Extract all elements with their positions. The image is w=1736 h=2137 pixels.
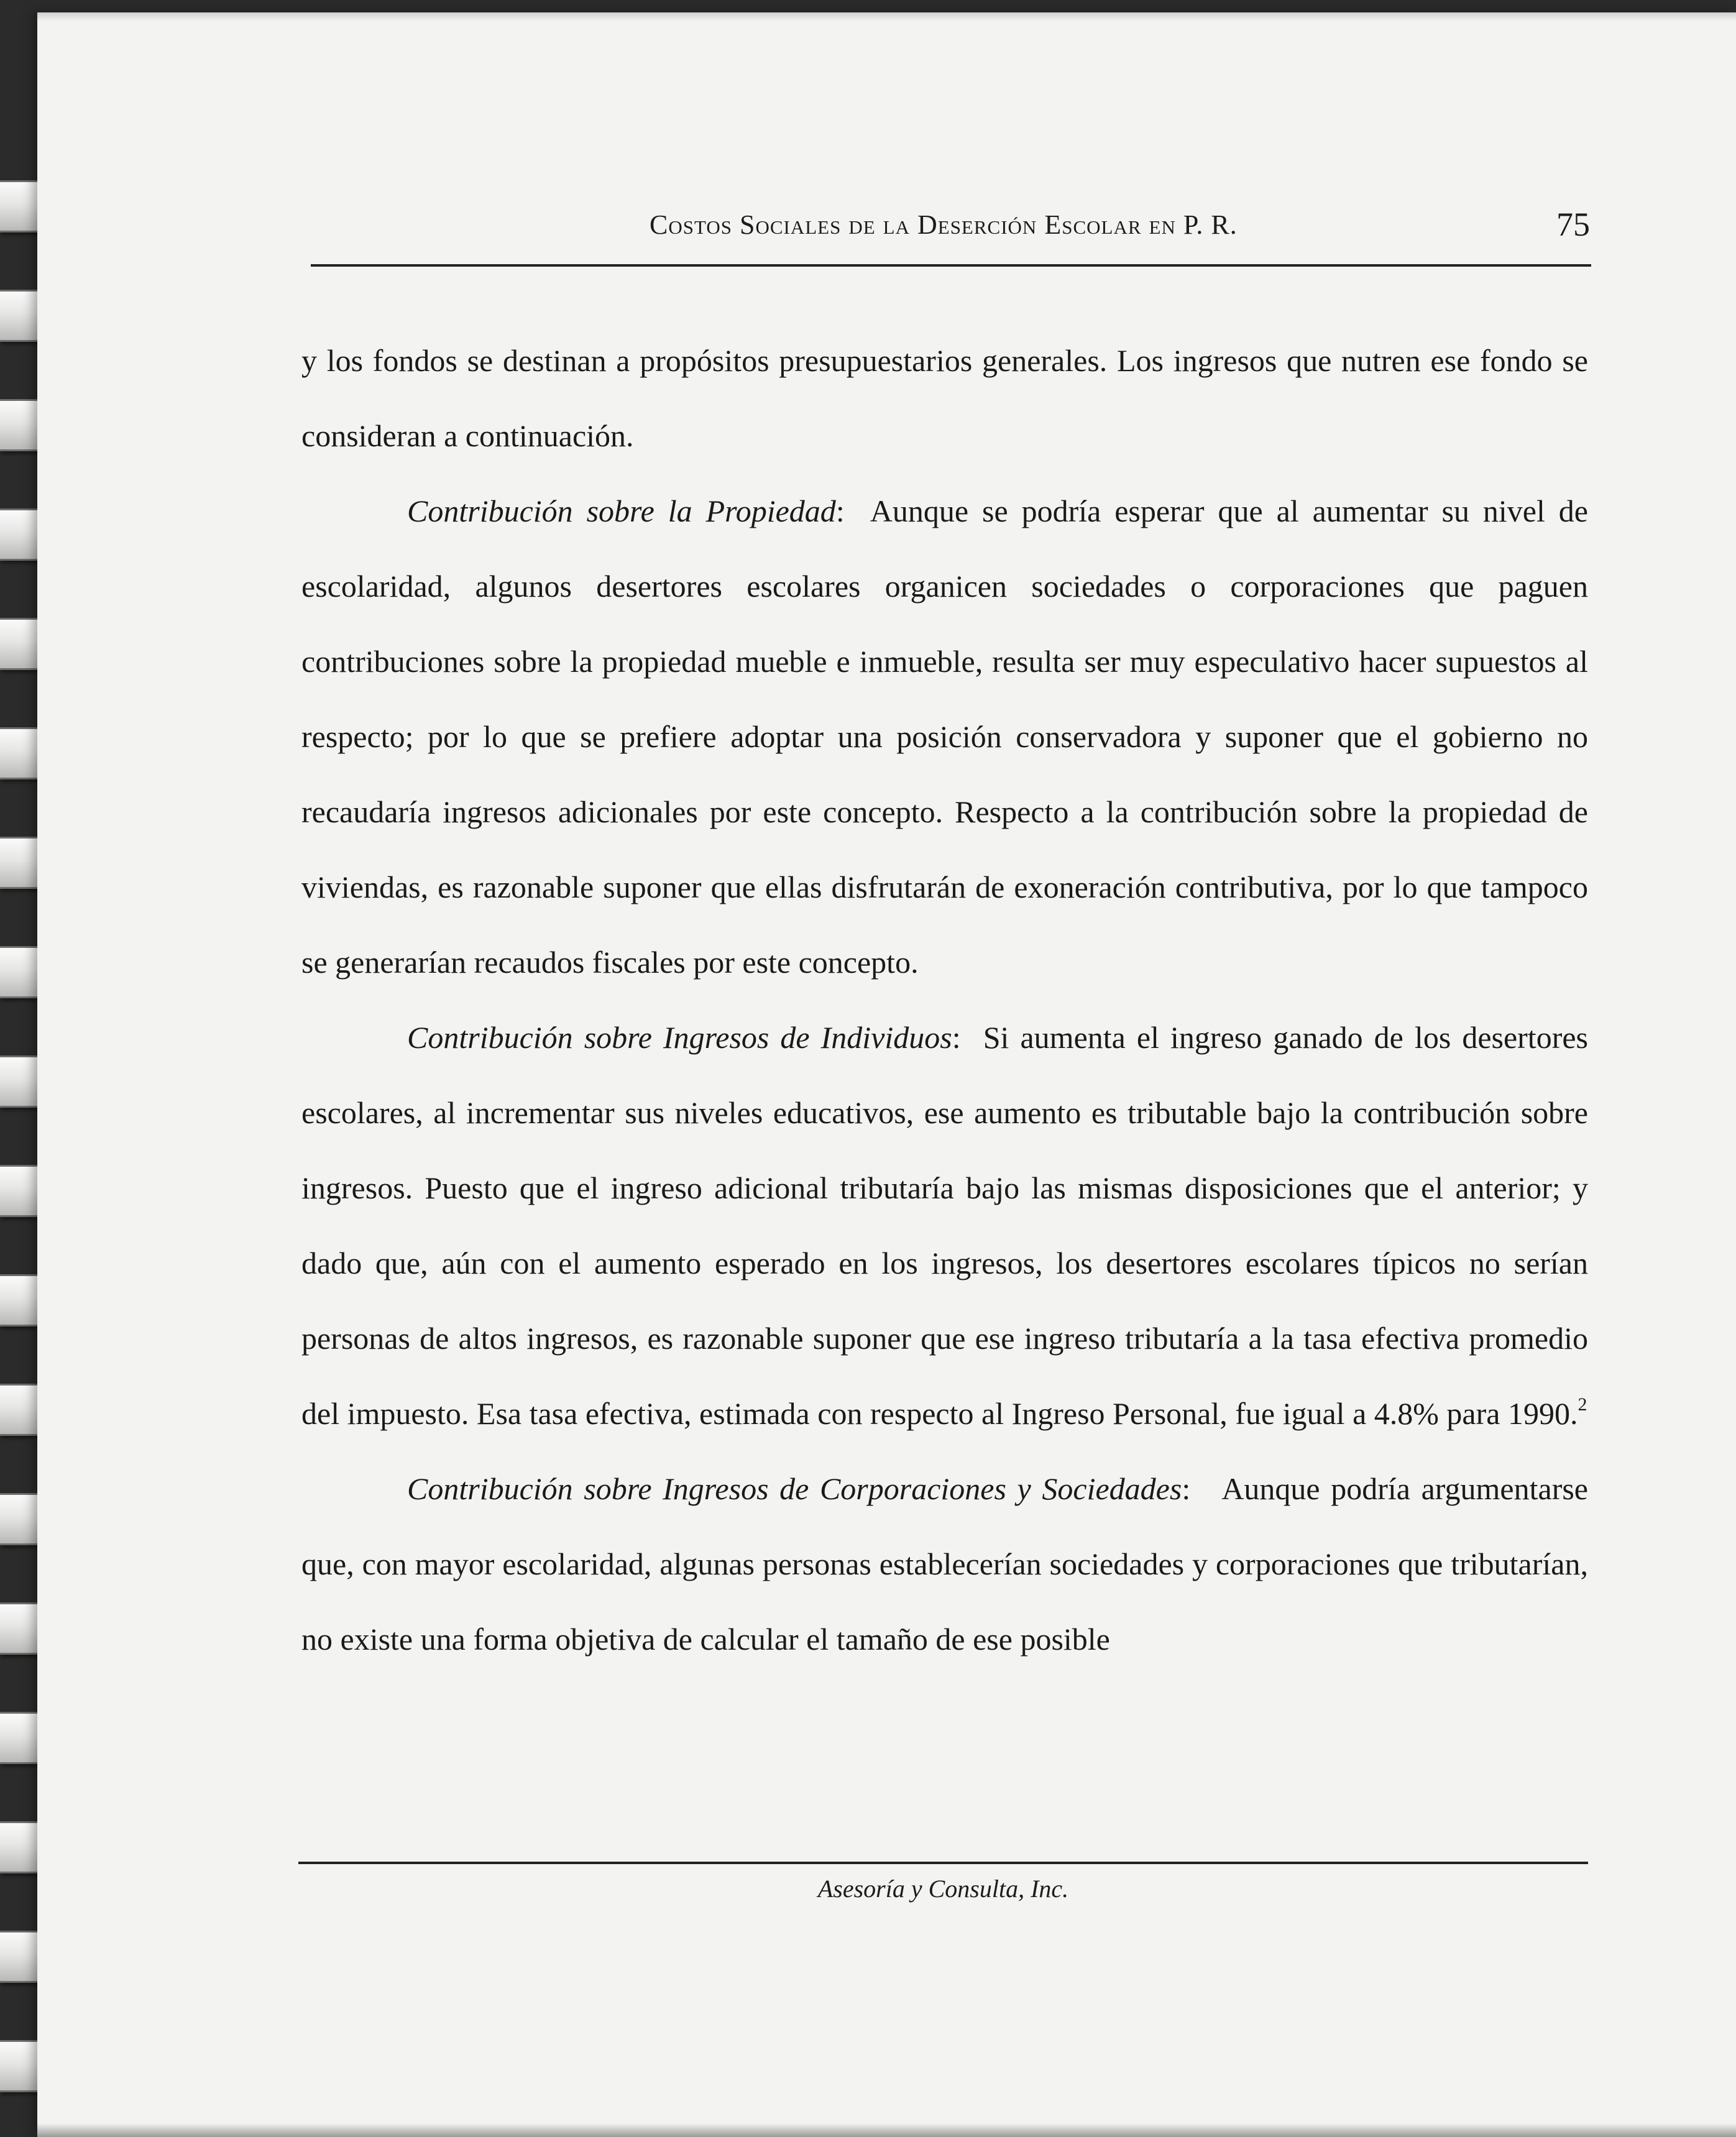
paragraph-corporate-income-tax: Contribución sobre Ingresos de Corporaciones y Sociedades: Aunque podría argumentarse que, con mayor escolaridad, algunas personas establecerían sociedades y corporaciones que tributarían, no existe una forma objetiva de calcular el tamaño de ese posible xyxy=(301,1471,1588,1657)
paragraph-individual-income-tax: Contribución sobre Ingresos de Individuos: Si aumenta el ingreso ganado de los desertores escolares, al incrementar sus niveles educativos, ese aumento es tributable bajo la contribución sobre ingresos. Puesto que el ingreso adicional tributaría bajo las mismas disposiciones que el anterior; y dado que, aún con el aumento esperado en los ingresos, los desertores escolares típicos no serían personas de altos ingresos, es razonable suponer que ese ingreso tributaría a la tasa efectiva promedio del impuesto. Esa tasa efectiva, estimada con respecto al Ingreso Personal, fue igual a 4.8% para 1990.$^2$ xyxy=(301,1020,1589,1431)
page-bottom-edge xyxy=(37,2123,1736,2137)
page-number: 75 xyxy=(1556,206,1590,243)
paragraph-1: y los fondos se destinan a propósitos presupuestarios generales. Los ingresos que nutren ese fondo se consideran a continuación. xyxy=(301,343,1588,453)
section-heading-property: Contribución sobre la Propiedad xyxy=(407,494,836,528)
footer-text: Asesoría y Consulta, Inc. xyxy=(817,1875,1069,1903)
body-text xyxy=(301,323,1588,1677)
section-heading-corporations: Contribución sobre Ingresos de Corporaciones y Sociedades xyxy=(407,1471,1182,1506)
document-page xyxy=(37,12,1736,2137)
page-top-edge xyxy=(37,12,1736,21)
running-header xyxy=(311,199,1591,261)
paragraph-individuals-text: Si aumenta el ingreso ganado de los desertores escolares, al incrementar sus niveles educativos, ese aumento es tributable bajo la contribución sobre ingresos. Puesto que el ingreso adicional tributaría bajo las mismas disposiciones que el anterior; y dado que, aún con el aumento esperado en los ingresos, los desertores escolares típicos no serían personas de altos ingresos, es razonable suponer que ese ingreso tributaría a la tasa efectiva promedio del impuesto. Esa tasa efectiva, estimada con respecto al Ingreso Personal, fue igual a 4.8% para 1990. xyxy=(301,1020,1589,1431)
footnote-reference: 2 xyxy=(1578,1394,1587,1415)
section-heading-individuals: Contribución sobre Ingresos de Individuos xyxy=(407,1020,952,1055)
header-title: Costos Sociales de la Deserción Escolar en P. R. xyxy=(650,209,1238,240)
footer-rule xyxy=(298,1862,1588,1864)
paragraph-property-text: Aunque se podría esperar que al aumentar su nivel de escolaridad, algunos desertores escolares organicen sociedades o corporaciones que paguen contribuciones sobre la propiedad mueble e inmueble, resulta ser muy especulativo hacer supuestos al respecto; por lo que se prefiere adoptar una posición conservadora y suponer que el gobierno no recaudaría ingresos adicionales por este concepto. Respecto a la contribución sobre la propiedad de viviendas, es razonable suponer que ellas disfrutarán de exoneración contributiva, por lo que tampoco se generarían recaudos fiscales por este concepto. xyxy=(301,494,1588,980)
paragraph-corporations-text: Aunque podría argumentarse que, con mayor escolaridad, algunas personas establecerían sociedades y corporaciones que tributarían, no existe una forma objetiva de calcular el tamaño de ese posible xyxy=(301,1471,1588,1657)
paragraph-property-tax: Contribución sobre la Propiedad: Aunque se podría esperar que al aumentar su nivel de escolaridad, algunos desertores escolares organicen sociedades o corporaciones que paguen contribuciones sobre la propiedad mueble e inmueble, resulta ser muy especulativo hacer supuestos al respecto; por lo que se prefiere adoptar una posición conservadora y suponer que el gobierno no recaudaría ingresos adicionales por este concepto. Respecto a la contribución sobre la propiedad de viviendas, es razonable suponer que ellas disfrutarán de exoneración contributiva, por lo que tampoco se generarían recaudos fiscales por este concepto. xyxy=(301,494,1588,980)
header-rule xyxy=(311,264,1591,267)
